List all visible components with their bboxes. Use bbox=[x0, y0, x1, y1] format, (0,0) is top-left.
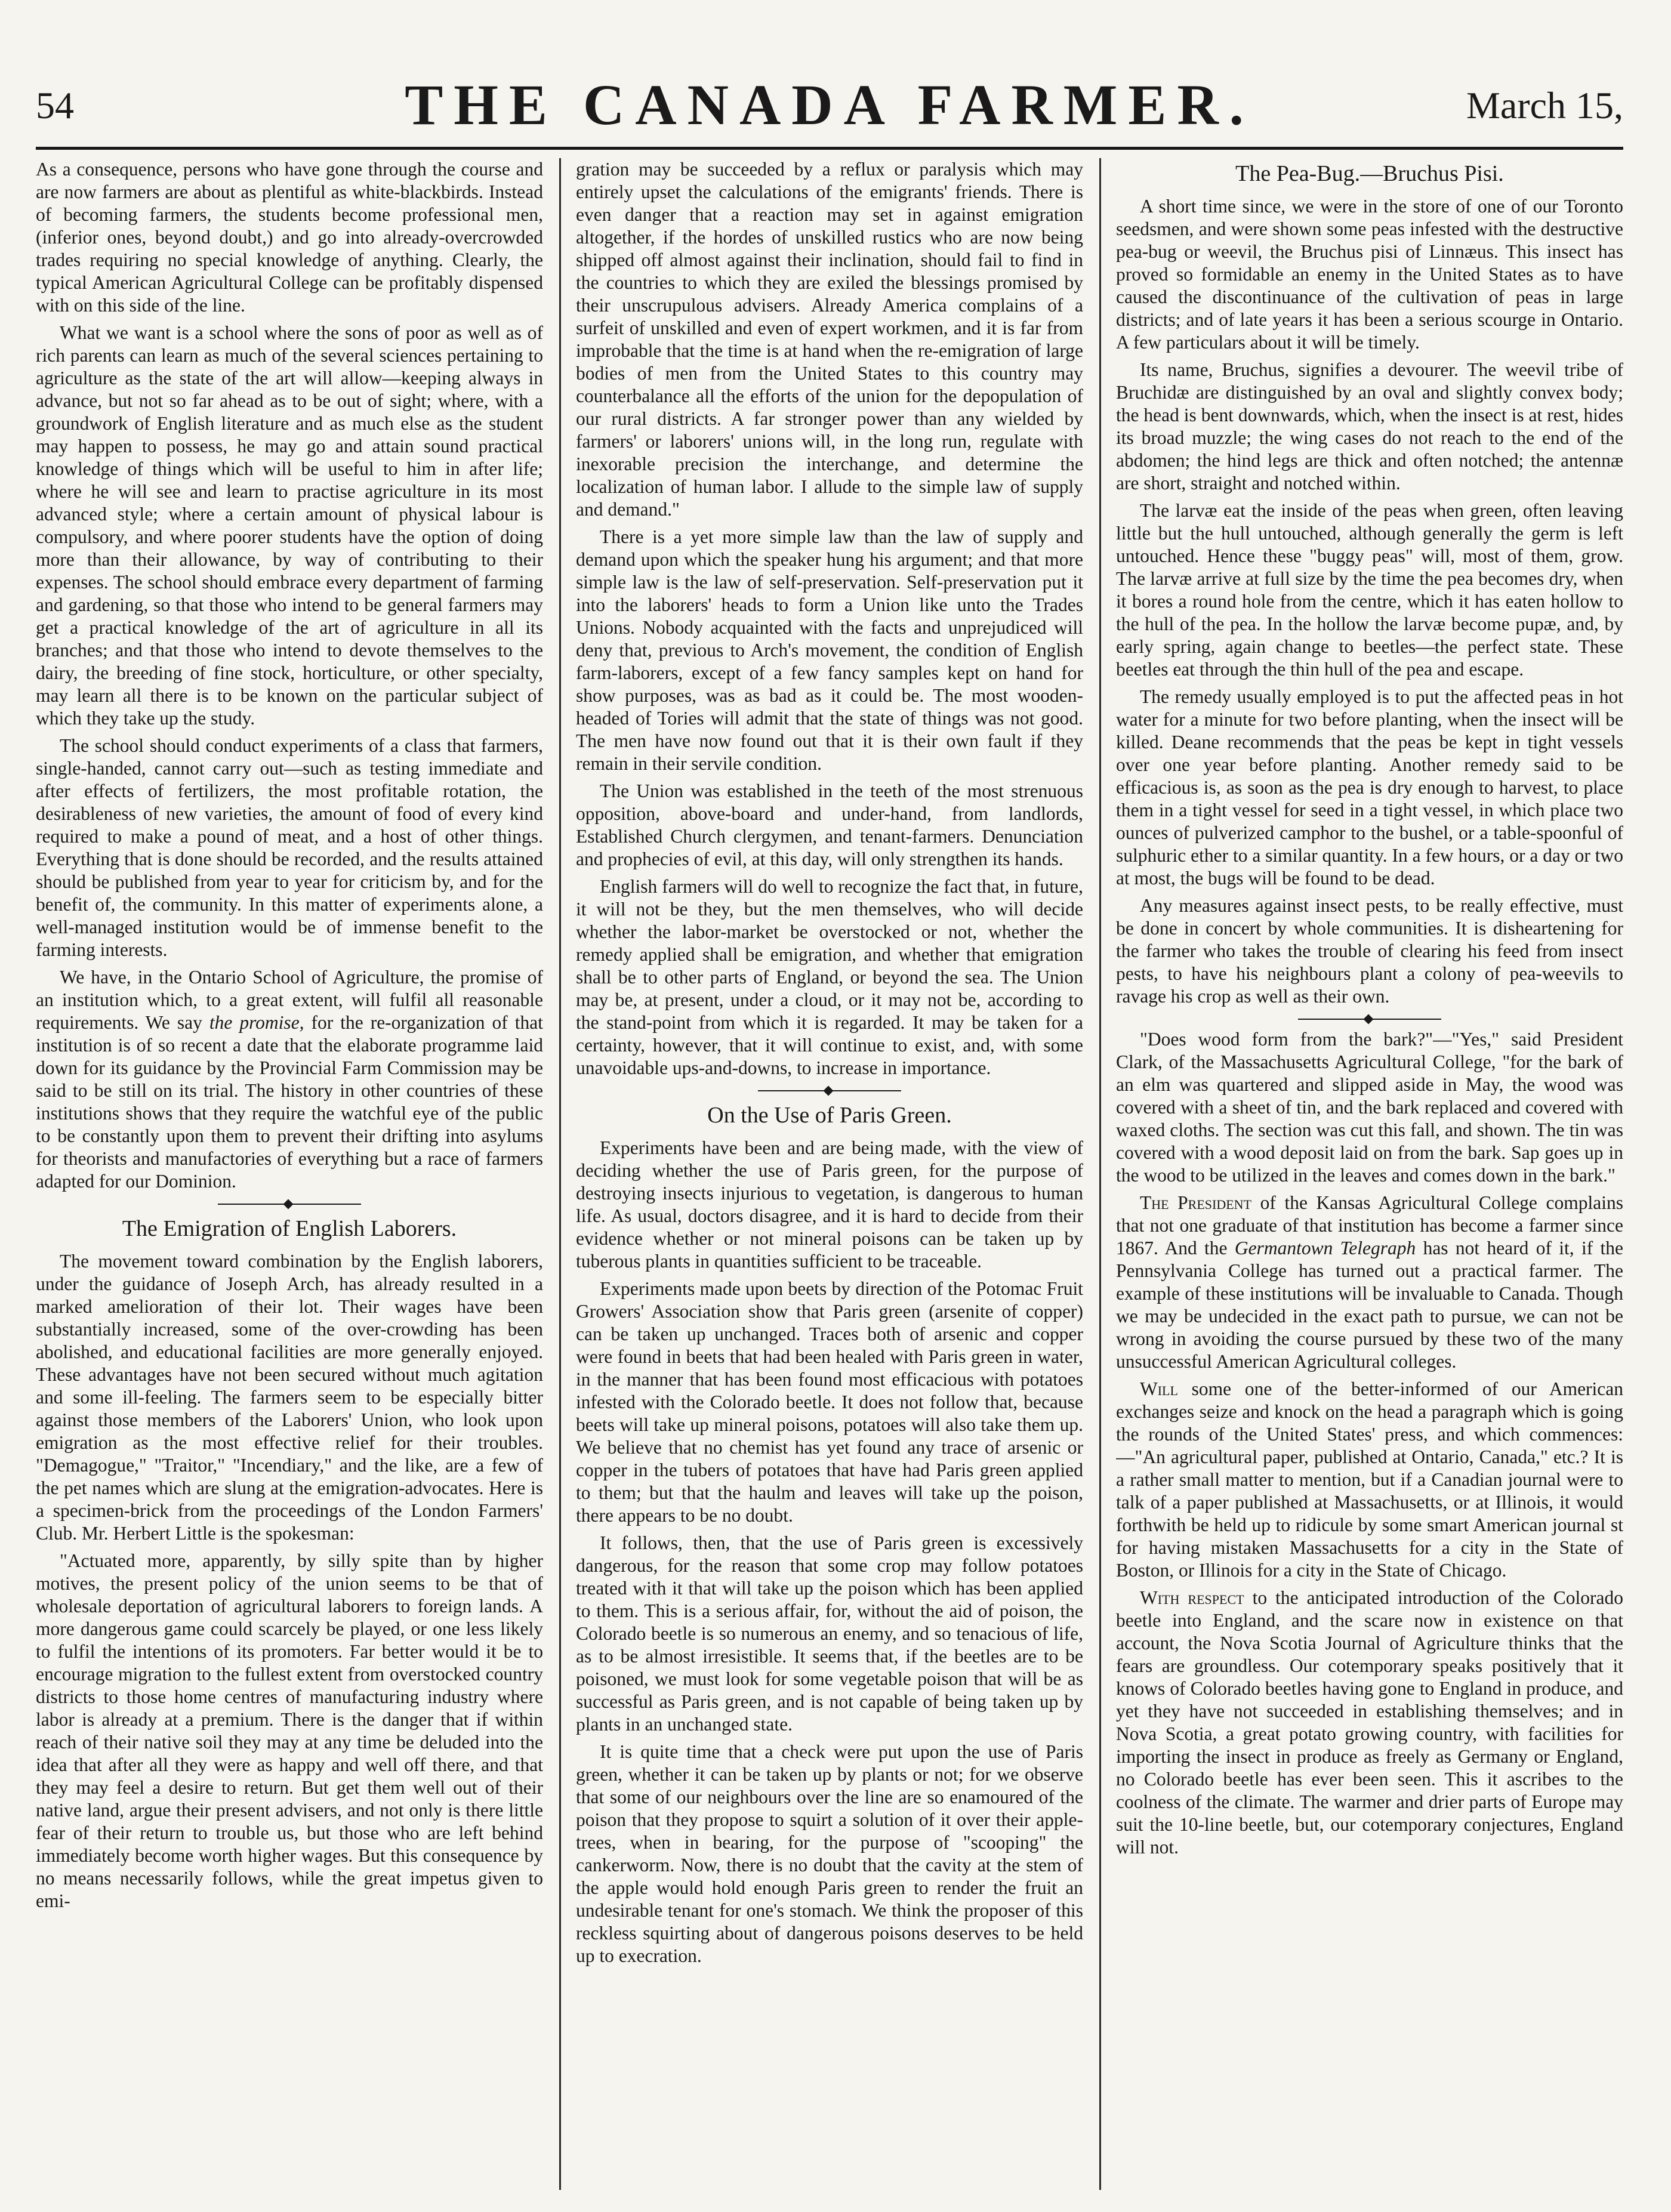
lead-in: With respect bbox=[1140, 1587, 1244, 1608]
paragraph: Experiments have been and are being made, with the view of deciding whether the use of Paris green, for the purpose of destroying insects injurious to vegetation, is dangerous to human life. As usual, doctors disagree, and it is hard to decide from their evidence whether or not mineral poisons can be taken up by tuberous plants in quantities sufficient to be traceable. bbox=[576, 1137, 1083, 1272]
paragraph: "Actuated more, apparently, by silly spite than by higher motives, the present policy of the union seems to be that of wholesale deportation of agricultural laborers to foreign lands. A more dangerous game could scarcely be played, or one less likely to fulfil the intentions of its promoters. Far better would it be to encourage migration to the fullest extent from overstocked country districts to those home centres of manufacturing industry where labor is already at a premium. There is the danger that if within reach of their native soil they may at any time be deluded into the idea that after all they were as happy and well off there, and that they may feel a desire to return. But get them well out of their native land, argue their present advisers, and not only is there little fear of their return to trouble us, but those who are left behind immediately become worth higher wages. But this consequence by no means necessarily follows, while the great impetus given to emi- bbox=[36, 1550, 543, 1911]
paragraph bbox=[36, 966, 543, 1193]
paragraph: What we want is a school where the sons of poor as well as of rich parents can learn as much of the several sciences pertaining to agriculture as the state of the art will allow—keeping always in advance, but not so far ahead as to be out of sight; where, with a groundwork of English literature and as much else as the student may happen to possess, he may go and attain sound practical knowledge of things which will be useful to him in after life; where he will see and learn to practise agriculture in its most advanced style; where a certain amount of physical labour is compulsory, and where poorer students have the option of doing more than their allowance, by way of contributing to their expenses. The school should embrace every department of farming and gardening, so that those who intend to be general farmers may get a practical knowledge of the art of agriculture in all its branches; and that those who intend to devote themselves to the dairy, the breeding of fine stock, horticulture, or other specialty, may learn all there is to be known on the particular subject of which they take up the study. bbox=[36, 322, 543, 729]
text-run: has not heard of it, if the Pennsylvania College has turned out a practical farmer. The example of these institutions will be invaluable to Canada. Though we may be undecided in the exact path to pursue, we can not be wrong in avoiding the course pursued by these two of the many unsuccessful American Agricultural colleges. bbox=[1116, 1238, 1623, 1372]
section-heading: The Emigration of English Laborers. bbox=[122, 1216, 457, 1241]
paragraph: gration may be succeeded by a reflux or paralysis which may entirely upset the calculations of the emigrants' friends. There is even danger that a reaction may set in against emigration altogether, if the hordes of unskilled rustics who are now being shipped off almost against their inclination, should fail to find in the countries to which they are exiled the blessings promised by their unscrupulous advisers. Already America complains of a surfeit of unskilled and even of expert workmen, and it is far from improbable that the time is at hand when the re-emigration of large bodies of men from the United States to this country may counterbalance all the efforts of the union for the depopulation of our rural districts. A far stronger power than any wielded by farmers' or laborers' unions will, in the long run, regulate with inexorable precision the interchange, and determine the localization of human labor. I allude to the simple law of supply and demand." bbox=[576, 159, 1083, 520]
masthead-rule bbox=[36, 147, 1623, 150]
section-separator bbox=[1298, 1019, 1441, 1020]
newspaper-title: THE CANADA FARMER. bbox=[405, 73, 1254, 137]
section-heading: On the Use of Paris Green. bbox=[707, 1103, 952, 1128]
paragraph bbox=[1116, 1192, 1623, 1373]
paragraph: The larvæ eat the inside of the peas when green, often leaving little but the hull untouched, although generally the germ is left untouched. Hence these "buggy peas" will, most of them, grow. The larvæ arrive at full size by the time the pea becomes dry, when it bores a round hole from the centre, which it has eaten hollow to the hull of the pea. In the hollow the larvæ become pupæ, and, by early spring, again change to beetles—the perfect state. These beetles eat through the thin hull of the pea and escape. bbox=[1116, 500, 1623, 680]
paragraph: Any measures against insect pests, to be really effective, must be done in concert by whole communities. It is disheartening for the farmer who takes the trouble of clearing his feed from insect pests, to have his neighbours plant a colony of pea-weevils to ravage his crop as well as their own. bbox=[1116, 895, 1623, 1007]
paragraph: The remedy usually employed is to put the affected peas in hot water for a minute for two before planting, when the insect will be killed. Deane recommends that the peas be kept in tight vessels over one year before planting. Another remedy said to be efficacious is, as soon as the pea is dry enough to harvest, to place them in a tight vessel for seed in a tight vessel, in which place two ounces of pulverized camphor to the bushel, or a table-spoonful of sulphuric ether to a similar quantity. In a few hours, or a day or two at most, the bugs will be found to be dead. bbox=[1116, 686, 1623, 888]
text-run: of the Kansas Agricultural College complains that not one graduate of that institution has become a farmer since 1867. And the bbox=[1116, 1192, 1623, 1258]
lead-in: Will bbox=[1140, 1378, 1178, 1399]
paragraph: Experiments made upon beets by direction of the Potomac Fruit Growers' Association show that Paris green (arsenite of copper) can be taken up unchanged. Traces both of arsenic and copper were found in beets that had been healed with Paris green in water, in the manner that has been found most efficacious with potatoes infested with the Colorado beetle. It does not follow that, because beets will take up mineral poisons, potatoes will also take them up. We believe that no chemist has yet found any trace of arsenic or copper in the tubers of potatoes that have had Paris green applied to them; but that the haulm and leaves will take up the poison, there appears to be no doubt. bbox=[576, 1278, 1083, 1526]
article-columns bbox=[36, 158, 1623, 2190]
column-1 bbox=[36, 158, 543, 2190]
paragraph: A short time since, we were in the store of one of our Toronto seedsmen, and were shown some peas infested with the destructive pea-bug or weevil, the Bruchus pisi of Linnæus. This insect has proved so formidable an enemy in the United States as to have caused the discontinuance of the cultivation of peas in large districts; and of late years it has been a serious scourge in Ontario. A few particulars about it will be timely. bbox=[1116, 196, 1623, 353]
text-run: some one of the better-informed of our American exchanges seize and knock on the head a paragraph which is going the rounds of the United States' press, and which commences:—"An agricultural paper, published at Ontario, Canada," etc.? It is a rather small matter to mention, but if a Canadian journal were to talk of a paper published at Massachusetts, or at Illinois, it would forthwith be held up to ridicule by some smart American journal st for having mistaken Massachusetts for a city in the State of Boston, or Illinois for a city in the State of Chicago. bbox=[1116, 1378, 1623, 1581]
paragraph: As a consequence, persons who have gone through the course and are now farmers are about as plentiful as white-blackbirds. Instead of becoming farmers, the students become professional men, (inferior ones, beyond doubt,) and go into already-overcrowded trades requiring no special knowledge of anything. Clearly, the typical American Agricultural College can be profitably dispensed with on this side of the line. bbox=[36, 159, 543, 316]
section-separator bbox=[758, 1090, 901, 1091]
paragraph bbox=[1116, 1587, 1623, 1859]
section-heading: The Pea-Bug.—Bruchus Pisi. bbox=[1235, 161, 1504, 186]
text-run: for the re-organization of that institution is of so recent a date that the elaborate programme laid down for its guidance by the Provincial Farm Commission may be said to be still on its trial. The history in other countries of these institutions shows that they require the watchful eye of the public to be constantly upon them to prevent their drifting into asylums for theorists and manufactories of everything but a race of farmers adapted for our Dominion. bbox=[36, 1012, 543, 1192]
paragraph: Its name, Bruchus, signifies a devourer. The weevil tribe of Bruchidæ are distinguished by an oval and slightly convex body; the head is bent downwards, which, when the insect is at rest, hides its broad muzzle; the wing cases do not reach to the end of the abdomen; the hind legs are thick and often notched; the antennæ are short, straight and notched within. bbox=[1116, 359, 1623, 493]
paragraph: There is a yet more simple law than the law of supply and demand upon which the speaker hung his argument; and that more simple law is the law of self-preservation. Self-preservation put it into the laborers' heads to form a Union like unto the Trades Unions. Nobody acquainted with the facts and unprejudiced will deny that, previous to Arch's movement, the condition of English farm-laborers, except of a few fancy samples kept on hand for show purposes, was as bad as it could be. The most wooden-headed of Tories will admit that the state of things was not good. The men have now found out that it is their own fault if they remain in their servile condition. bbox=[576, 526, 1083, 774]
masthead bbox=[36, 72, 1623, 149]
paragraph: It follows, then, that the use of Paris green is excessively dangerous, for the reason that some crop may follow potatoes treated with it that will take up the poison which has been applied to them. This is a serious affair, for, without the aid of poison, the Colorado beetle is so numerous an enemy, and so tenacious of life, as to be almost irresistible. It seems that, if the beetles are to be poisoned, we must look for some vegetable poison that will be as successful as Paris green, and is not capable of being taken up by plants in an unchanged state. bbox=[576, 1532, 1083, 1735]
paragraph: The Union was established in the teeth of the most strenuous opposition, above-board and under-hand, from landlords, Established Church clergymen, and tenant-farmers. Denunciation and prophecies of evil, at this day, will only strengthen its hands. bbox=[576, 780, 1083, 869]
column-divider bbox=[1099, 158, 1101, 2190]
paragraph: The school should conduct experiments of a class that farmers, single-handed, cannot carry out—such as testing immediate and after effects of fertilizers, the most profitable rotation, the desirableness of new varieties, the amount of food of every kind required to make a pound of meat, and a host of other things. Everything that is done should be recorded, and the results attained should be published from year to year for criticism by, and for the benefit of, the community. In this matter of experiments alone, a well-managed institution would be of immense benefit to the farming interests. bbox=[36, 735, 543, 960]
page-number: 54 bbox=[36, 84, 74, 127]
emphasis: Germantown Telegraph bbox=[1234, 1238, 1416, 1258]
emphasis: the promise, bbox=[209, 1012, 304, 1033]
paragraph: The movement toward combination by the English laborers, under the guidance of Joseph Arch, has already resulted in a marked amelioration of their lot. Their wages have been substantially increased, some of the over-crowding has been abolished, and educational facilities are more generally enjoyed. These advantages have not been secured without much agitation and some ill-feeling. The farmers seem to be especially bitter against those members of the Laborers' Union, who look upon emigration as the most effective relief for their troubles. "Demagogue," "Traitor," "Incendiary," and the like, are a few of the pet names which are slung at the emigration-advocates. Here is a specimen-brick from the proceedings of the London Farmers' Club. Mr. Herbert Little is the spokesman: bbox=[36, 1251, 543, 1544]
text-run: We have, in the Ontario School of Agriculture, the promise of an institution which, to a great extent, will fulfil all reasonable requirements. We say bbox=[36, 967, 543, 1033]
issue-date: March 15, bbox=[1466, 84, 1623, 127]
paragraph: "Does wood form from the bark?"—"Yes," said President Clark, of the Massachusetts Agricultural College, "for the bark of an elm was quartered and slipped aside in May, the wood was covered with a sheet of tin, and the bark replaced and covered with waxed cloths. The section was cut this fall, and shown. The tin was covered with a wood deposit laid on from the bark. Sap goes up in the wood to be utilized in the leaves and comes down in the bark." bbox=[1116, 1029, 1623, 1186]
column-2 bbox=[576, 158, 1083, 2190]
text-run: to the anticipated introduction of the Colorado beetle into England, and the scare now in existence on that account, the Nova Scotia Journal of Agriculture thinks that the fears are groundless. Our cotemporary speaks positively that it knows of Colorado beetles having gone to England in produce, and yet they have not succeeded in establishing themselves; and in Nova Scotia, a great potato growing country, with facilities for importing the insect in produce as freely as Germany or England, no Colorado beetle has ever been seen. This it ascribes to the coolness of the climate. The warmer and drier parts of Europe may suit the 10-line beetle, but, our cotemporary conjectures, England will not. bbox=[1116, 1587, 1623, 1858]
column-divider bbox=[559, 158, 561, 2190]
paragraph: English farmers will do well to recognize the fact that, in future, it will not be they, but the men themselves, who will decide whether the labor-market be overstocked or not, whether the remedy applied shall be emigration, and whether that emigration shall be to other parts of England, or beyond the sea. The Union may be, at present, under a cloud, or it may not be, according to the stand-point from which it is regarded. It may be taken for a certainty, however, that it will continue to exist, and, with some unavoidable ups-and-downs, to increase in importance. bbox=[576, 876, 1083, 1078]
paragraph: It is quite time that a check were put upon the use of Paris green, whether it can be taken up by plants or not; for we observe that some of our neighbours over the line are so enamoured of the poison that they propose to squirt a solution of it over their apple-trees, when in bearing, for the purpose of "scooping" the cankerworm. Now, there is no doubt that the cavity at the stem of the apple would hold enough Paris green to render the fruit an undesirable tenant for one's stomach. We think the proposer of this reckless squirting about of dangerous poisons deserves to be held up to execration. bbox=[576, 1741, 1083, 1966]
lead-in: The President bbox=[1140, 1192, 1252, 1213]
paragraph bbox=[1116, 1378, 1623, 1582]
column-3 bbox=[1116, 158, 1623, 2190]
section-separator bbox=[218, 1204, 361, 1205]
